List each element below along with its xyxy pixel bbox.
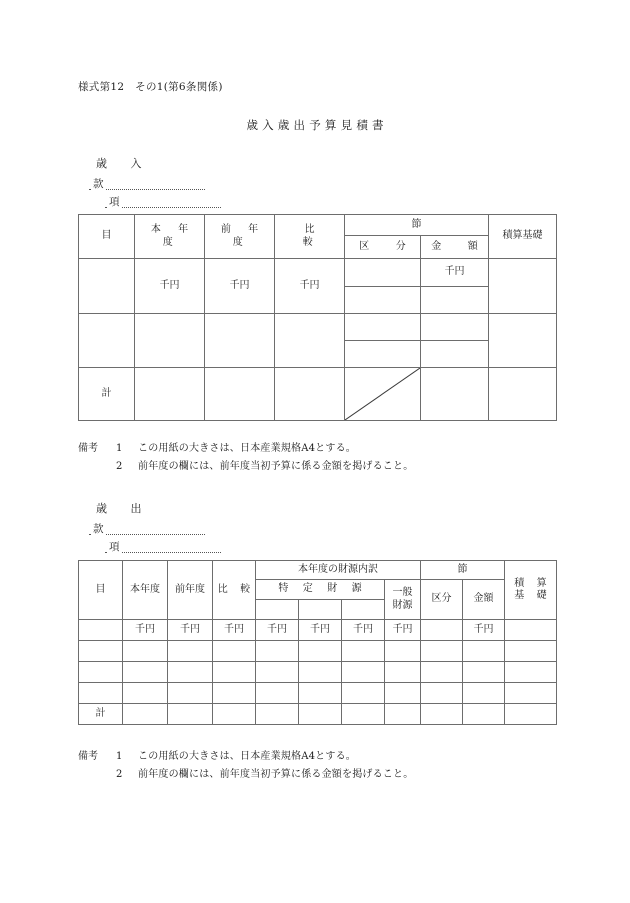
revenue-col-setsu-kingaku: 金 額 xyxy=(421,236,489,259)
expenditure-kou-label: 項 xyxy=(109,541,120,553)
revenue-cell-current-year-1[interactable]: 千円 xyxy=(135,259,205,314)
revenue-total-current-year[interactable] xyxy=(135,368,205,421)
revenue-col-current-year: 本 年 度 xyxy=(135,215,205,259)
exp-col-current-year: 本年度 xyxy=(123,561,168,620)
revenue-col-setsu: 節 xyxy=(345,215,489,236)
revenue-kou-dotted-line[interactable] xyxy=(105,196,221,208)
revenue-cell-basis-2[interactable] xyxy=(489,314,557,368)
exp-col-general-funding xyxy=(385,580,421,620)
remark-number: 1 xyxy=(116,443,123,454)
revenue-cell-comparison-2[interactable] xyxy=(275,314,345,368)
exp-cell-moku[interactable] xyxy=(79,683,123,704)
revenue-total-label: 計 xyxy=(79,368,135,421)
exp-total-current-year[interactable] xyxy=(123,704,168,725)
exp-total-label: 計 xyxy=(79,704,123,725)
revenue-kan-row xyxy=(92,176,378,191)
exp-total-comparison[interactable] xyxy=(213,704,256,725)
exp-cell-setsu-kingaku[interactable] xyxy=(463,662,505,683)
revenue-cell-setsu-kingaku-2b[interactable] xyxy=(421,341,489,368)
revenue-table xyxy=(78,214,557,421)
exp-cell-previous-year[interactable] xyxy=(168,641,213,662)
revenue-cell-current-year-2[interactable] xyxy=(135,314,205,368)
revenue-cell-setsu-kubun-2a[interactable] xyxy=(345,314,421,341)
remark-text: 前年度の欄には、前年度当初予算に係る金額を掲げること。 xyxy=(138,460,414,472)
revenue-cell-setsu-kingaku-1b[interactable] xyxy=(421,287,489,314)
exp-total-specified-1[interactable] xyxy=(256,704,299,725)
exp-cell-setsu-kubun[interactable] xyxy=(421,641,463,662)
page-title: 歳入歳出予算見積書 xyxy=(246,118,388,132)
exp-cell-previous-year[interactable] xyxy=(168,662,213,683)
exp-cell-specified-3[interactable] xyxy=(342,683,385,704)
exp-cell-general[interactable] xyxy=(385,683,421,704)
revenue-total-setsu-kubun-struck xyxy=(345,368,421,421)
revenue-col-previous-year: 前 年 度 xyxy=(205,215,275,259)
exp-col-previous-year: 前年度 xyxy=(168,561,213,620)
revenue-heading: 歳 入 xyxy=(96,157,142,170)
expenditure-total-row xyxy=(79,704,557,725)
revenue-cell-setsu-kingaku-1a[interactable]: 千円 xyxy=(421,259,489,287)
remark-line xyxy=(78,462,413,473)
revenue-col-basis: 積算基礎 xyxy=(489,215,557,259)
exp-cell-comparison[interactable] xyxy=(213,683,256,704)
expenditure-kou-dotted-line[interactable] xyxy=(105,541,221,553)
revenue-kan-label: 款 xyxy=(93,178,104,190)
remark-line xyxy=(78,752,413,763)
remark-line xyxy=(78,444,413,455)
exp-unit-specified-3[interactable]: 千円 xyxy=(342,620,385,641)
exp-col-basis xyxy=(505,561,557,620)
exp-col-funding-breakdown: 本年度の財源内訳 xyxy=(256,561,421,580)
exp-col-setsu: 節 xyxy=(421,561,505,580)
revenue-row-2-upper xyxy=(79,314,557,341)
expenditure-header-row-1 xyxy=(79,561,557,580)
exp-cell-specified-2[interactable] xyxy=(299,683,342,704)
remark-line xyxy=(78,770,413,781)
exp-col-basis-line1: 積 算 xyxy=(514,577,548,589)
exp-cell-basis[interactable] xyxy=(505,683,557,704)
exp-total-setsu-kubun[interactable] xyxy=(421,704,463,725)
exp-cell-basis[interactable] xyxy=(505,662,557,683)
exp-cell-setsu-kingaku[interactable] xyxy=(463,683,505,704)
revenue-total-comparison[interactable] xyxy=(275,368,345,421)
exp-unit-moku[interactable] xyxy=(79,620,123,641)
exp-col-general-funding-line2: 財源 xyxy=(392,599,413,611)
exp-total-basis[interactable] xyxy=(505,704,557,725)
exp-total-previous-year[interactable] xyxy=(168,704,213,725)
revenue-cell-setsu-kubun-1a[interactable] xyxy=(345,259,421,287)
exp-col-specified-sub-2[interactable] xyxy=(299,600,342,620)
revenue-col-moku: 目 xyxy=(79,215,135,259)
exp-cell-comparison[interactable] xyxy=(213,662,256,683)
exp-cell-specified-2[interactable] xyxy=(299,641,342,662)
exp-cell-setsu-kubun[interactable] xyxy=(421,683,463,704)
revenue-header-row-1 xyxy=(79,215,557,236)
revenue-row-1-upper xyxy=(79,259,557,287)
expenditure-unit-row xyxy=(79,620,557,641)
exp-col-moku: 目 xyxy=(79,561,123,620)
exp-cell-setsu-kingaku[interactable] xyxy=(463,641,505,662)
exp-cell-current-year[interactable] xyxy=(123,641,168,662)
exp-total-specified-3[interactable] xyxy=(342,704,385,725)
exp-col-specified-sub-3[interactable] xyxy=(342,600,385,620)
remark-text: この用紙の大きさは、日本産業規格A4とする。 xyxy=(138,443,356,454)
exp-total-general[interactable] xyxy=(385,704,421,725)
revenue-cell-previous-year-1[interactable]: 千円 xyxy=(205,259,275,314)
remark-number: 2 xyxy=(116,768,123,780)
revenue-cell-setsu-kubun-2b[interactable] xyxy=(345,341,421,368)
revenue-cell-comparison-1[interactable]: 千円 xyxy=(275,259,345,314)
revenue-kou-label: 項 xyxy=(109,196,120,208)
remarks-bottom xyxy=(78,752,413,787)
remarks-label: 備考 xyxy=(78,751,98,762)
exp-col-specified-sub-1[interactable] xyxy=(256,600,299,620)
expenditure-heading: 歳 出 xyxy=(96,502,142,515)
exp-unit-general[interactable]: 千円 xyxy=(385,620,421,641)
revenue-total-setsu-kingaku[interactable] xyxy=(421,368,489,421)
expenditure-table xyxy=(78,560,557,725)
exp-unit-setsu-kingaku[interactable]: 千円 xyxy=(463,620,505,641)
expenditure-kan-label: 款 xyxy=(93,523,104,535)
remarks-top xyxy=(78,444,413,479)
exp-col-comparison: 比 較 xyxy=(213,561,256,620)
exp-cell-moku[interactable] xyxy=(79,641,123,662)
revenue-kou-row xyxy=(108,194,378,209)
exp-cell-specified-1[interactable] xyxy=(256,662,299,683)
exp-cell-specified-1[interactable] xyxy=(256,683,299,704)
revenue-cell-setsu-kubun-1b[interactable] xyxy=(345,287,421,314)
exp-unit-basis[interactable] xyxy=(505,620,557,641)
revenue-kan-dotted-line[interactable] xyxy=(89,178,205,190)
exp-total-setsu-kingaku[interactable] xyxy=(463,704,505,725)
revenue-cell-setsu-kingaku-2a[interactable] xyxy=(421,314,489,341)
revenue-total-row xyxy=(79,368,557,421)
expenditure-blank-row xyxy=(79,641,557,662)
exp-col-basis-line2: 基 礎 xyxy=(514,590,548,601)
exp-cell-basis[interactable] xyxy=(505,641,557,662)
exp-cell-specified-3[interactable] xyxy=(342,662,385,683)
exp-cell-current-year[interactable] xyxy=(123,683,168,704)
revenue-cell-basis-1[interactable] xyxy=(489,259,557,314)
expenditure-blank-row xyxy=(79,683,557,704)
form-number: 様式第12 その1(第6条関係) xyxy=(78,81,223,93)
expenditure-blank-row xyxy=(79,662,557,683)
expenditure-section-header xyxy=(78,500,378,554)
exp-cell-specified-3[interactable] xyxy=(342,641,385,662)
exp-col-setsu-kubun: 区分 xyxy=(421,580,463,620)
remarks-label: 備考 xyxy=(78,443,98,454)
exp-col-specified-funding: 特 定 財 源 xyxy=(256,580,385,600)
exp-unit-setsu-kubun[interactable] xyxy=(421,620,463,641)
revenue-cell-moku-1[interactable] xyxy=(79,259,135,314)
exp-unit-current-year[interactable]: 千円 xyxy=(123,620,168,641)
exp-col-general-funding-line1: 一般 xyxy=(392,587,413,598)
exp-col-setsu-kingaku: 金額 xyxy=(463,580,505,620)
exp-cell-comparison[interactable] xyxy=(213,641,256,662)
exp-cell-current-year[interactable] xyxy=(123,662,168,683)
exp-cell-general[interactable] xyxy=(385,662,421,683)
revenue-col-setsu-kubun: 区 分 xyxy=(345,236,421,259)
remark-number: 2 xyxy=(116,460,123,472)
revenue-cell-moku-2[interactable] xyxy=(79,314,135,368)
expenditure-kou-row xyxy=(108,539,378,554)
exp-cell-setsu-kubun[interactable] xyxy=(421,662,463,683)
exp-cell-previous-year[interactable] xyxy=(168,683,213,704)
revenue-total-previous-year[interactable] xyxy=(205,368,275,421)
exp-cell-moku[interactable] xyxy=(79,662,123,683)
exp-total-specified-2[interactable] xyxy=(299,704,342,725)
exp-unit-specified-2[interactable]: 千円 xyxy=(299,620,342,641)
remark-text: この用紙の大きさは、日本産業規格A4とする。 xyxy=(138,751,356,762)
exp-unit-comparison[interactable]: 千円 xyxy=(213,620,256,641)
exp-cell-general[interactable] xyxy=(385,641,421,662)
exp-cell-specified-1[interactable] xyxy=(256,641,299,662)
exp-unit-previous-year[interactable]: 千円 xyxy=(168,620,213,641)
revenue-cell-previous-year-2[interactable] xyxy=(205,314,275,368)
expenditure-kan-dotted-line[interactable] xyxy=(89,523,205,535)
revenue-section-header xyxy=(78,155,378,209)
exp-cell-specified-2[interactable] xyxy=(299,662,342,683)
expenditure-kan-row xyxy=(92,521,378,536)
revenue-total-basis[interactable] xyxy=(489,368,557,421)
exp-unit-specified-1[interactable]: 千円 xyxy=(256,620,299,641)
remark-number: 1 xyxy=(116,751,123,762)
remark-text: 前年度の欄には、前年度当初予算に係る金額を掲げること。 xyxy=(138,768,414,780)
revenue-col-comparison: 比 較 xyxy=(275,215,345,259)
